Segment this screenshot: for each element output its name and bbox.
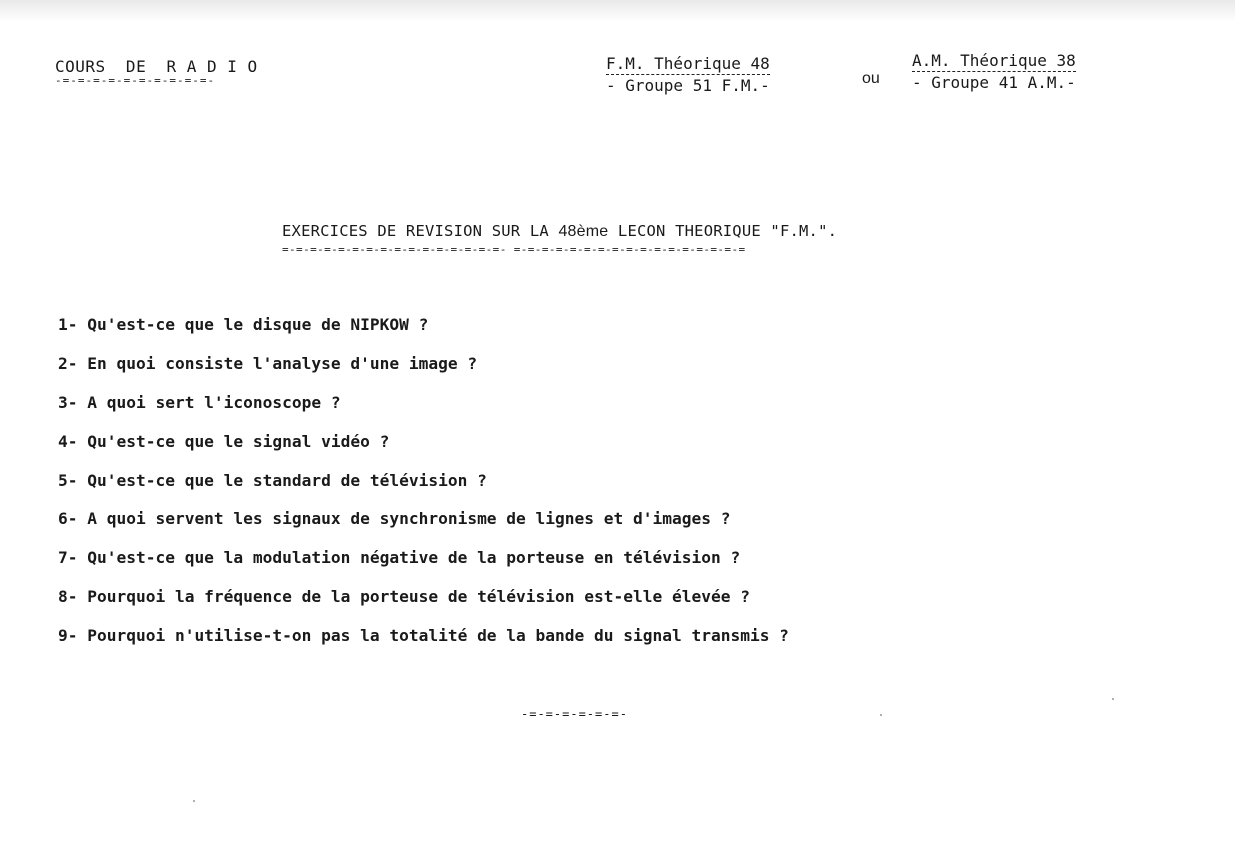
question-item: 2- En quoi consiste l'analyse d'une image ? (58, 353, 478, 373)
question-item: 8- Pourquoi la fréquence de la porteuse de télévision est-elle élevée ? (58, 587, 750, 607)
reference-conjunction: ou (862, 70, 880, 87)
scan-speck (880, 714, 882, 716)
end-separator: -=-=-=-=-=-=- (521, 707, 628, 721)
am-reference-lesson: A.M. Théorique 38 (912, 51, 1076, 70)
question-item: 3- A quoi sert l'iconoscope ? (58, 392, 341, 412)
fm-reference-group: - Groupe 51 F.M.- (606, 76, 770, 95)
course-title: COURS DE R A D I O (55, 57, 258, 76)
am-reference-group: - Groupe 41 A.M.- (912, 73, 1076, 92)
page-title-ordinal: 48ème (558, 223, 609, 240)
question-list (58, 312, 789, 662)
question-item: 7- Qu'est-ce que la modulation négative de la porteuse en télévision ? (58, 548, 741, 568)
question-item: 6- A quoi servent les signaux de synchronisme de lignes et d'images ? (58, 509, 731, 529)
page-title-suffix: LECON THEORIQUE "F.M.". (617, 222, 838, 240)
question-item: 4- Qu'est-ce que le signal vidéo ? (58, 431, 390, 451)
page-title (282, 222, 837, 241)
am-reference (912, 52, 1076, 91)
page-title-underline: =-=-=-=-=-=-=-=-=-=-=-=-=-=-=-=- =-=-=-=-=-=-=-=-=-=-=-=-=-=-=-=-= (282, 243, 746, 256)
question-item: 5- Qu'est-ce que le standard de télévision ? (58, 470, 487, 490)
fm-reference-lesson: F.M. Théorique 48 (606, 54, 770, 73)
course-header (55, 58, 258, 86)
course-title-underline: -=-=-=-=-=-=-=-=-=-=- (55, 74, 216, 87)
scan-edge-shadow (0, 0, 1235, 22)
fm-reference (606, 55, 770, 94)
question-item: 1- Qu'est-ce que le disque de NIPKOW ? (58, 315, 429, 334)
scan-speck (1112, 698, 1114, 700)
scan-speck (193, 800, 195, 802)
page-title-prefix: EXERCICES DE REVISION SUR LA (282, 222, 549, 240)
question-item: 9- Pourquoi n'utilise-t-on pas la totalité de la bande du signal transmis ? (58, 626, 789, 646)
